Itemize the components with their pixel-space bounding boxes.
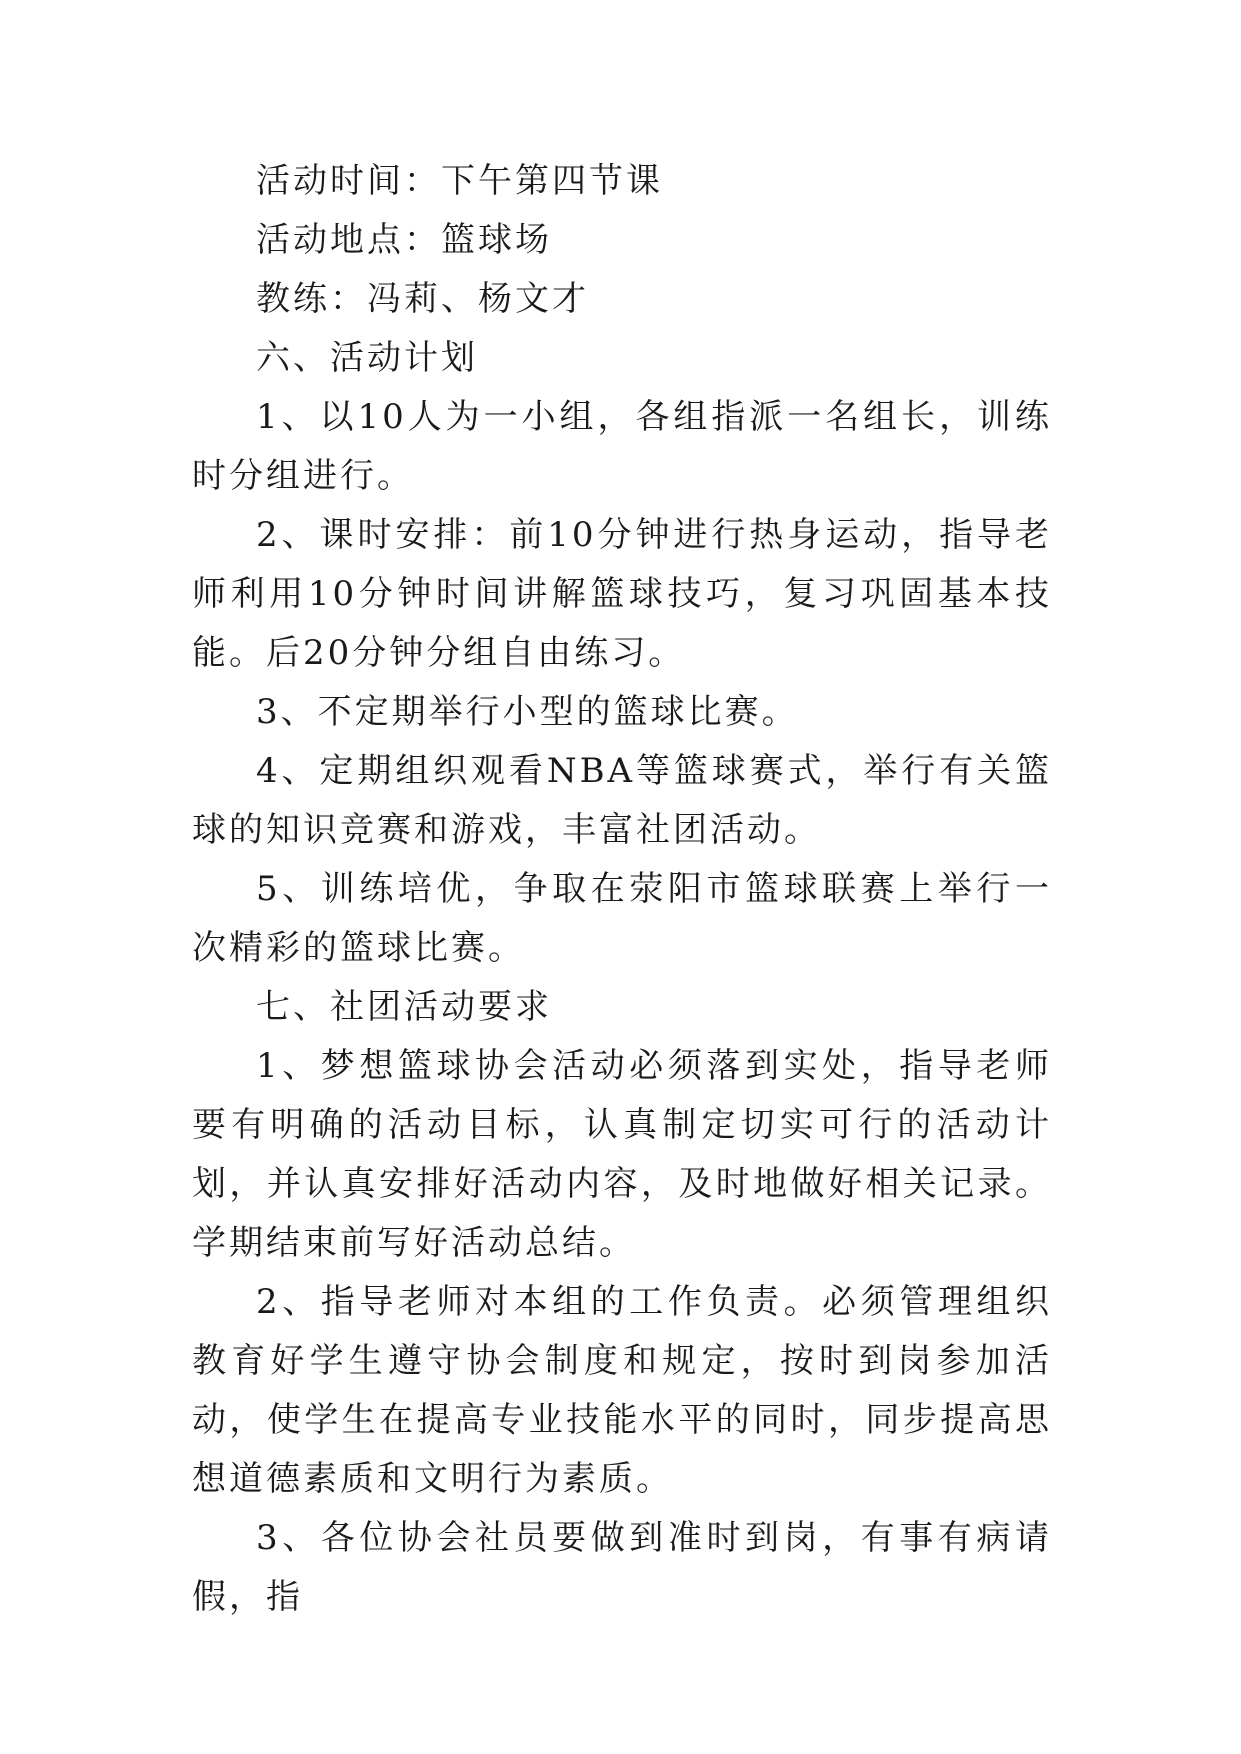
plan-item-5: 5、训练培优，争取在荥阳市篮球联赛上举行一次精彩的篮球比赛。	[192, 869, 1052, 968]
requirement-item-2: 2、指导老师对本组的工作负责。必须管理组织教育好学生遵守协会制度和规定，按时到岗参加活动，使学生在提高专业技能水平的同时，同步提高思想道德素质和文明行为素质。	[192, 1282, 1052, 1499]
plan-item-4: 4、定期组织观看NBA等篮球赛式，举行有关篮球的知识竞赛和游戏，丰富社团活动。	[192, 751, 1052, 850]
plan-item-2: 2、课时安排：前10分钟进行热身运动，指导老师利用10分钟时间讲解篮球技巧，复习巩固基本技能。后20分钟分组自由练习。	[192, 515, 1052, 673]
requirement-item-1: 1、梦想篮球协会活动必须落到实处，指导老师要有明确的活动目标，认真制定切实可行的活动计划，并认真安排好活动内容，及时地做好相关记录。学期结束前写好活动总结。	[192, 1046, 1052, 1263]
plan-item-3: 3、不定期举行小型的篮球比赛。	[256, 692, 799, 732]
requirement-item-3: 3、各位协会社员要做到准时到岗，有事有病请假，指	[192, 1518, 1052, 1617]
coach-line: 教练：冯莉、杨文才	[256, 279, 589, 319]
document-body	[192, 152, 1052, 1627]
section-heading-requirements: 七、社团活动要求	[256, 987, 552, 1027]
activity-time-line: 活动时间：下午第四节课	[256, 161, 663, 201]
activity-location-line: 活动地点：篮球场	[256, 220, 552, 260]
section-heading-activity-plan: 六、活动计划	[256, 338, 478, 378]
plan-item-1: 1、以10人为一小组，各组指派一名组长，训练时分组进行。	[192, 397, 1052, 496]
